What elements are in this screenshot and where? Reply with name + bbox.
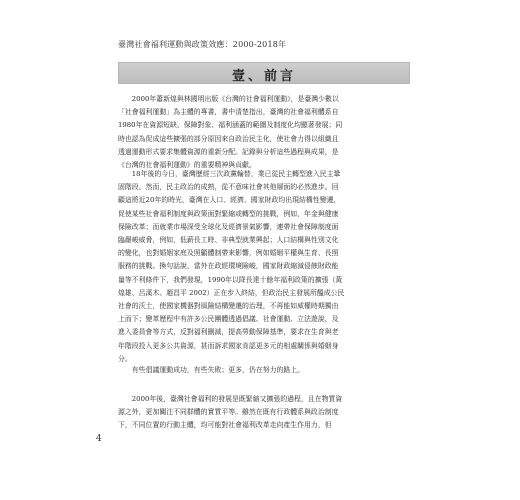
text-line: 2000年後，臺灣社會福利的發展是既緊縮又擴張的過程，且在物質資 xyxy=(131,395,343,403)
text-line: 「社會福利運動」為主體的專書，書中清楚指出，臺灣的社會福利體系自 xyxy=(118,108,339,117)
text-line: 下，不同位置的行動主體，均可能對社會福利改革走向產生作用力，但 xyxy=(118,421,332,430)
paragraph-2 xyxy=(118,168,412,366)
text-line: 的變化，也對婚姻家庭及照顧體制帶來影響，例如婚姻平權與生育、長照 xyxy=(118,249,339,258)
paragraph-4 xyxy=(118,393,412,433)
text-line: 透過運動形式要求集體資源的重新分配。記錄與分析這些過程與成果，是 xyxy=(118,147,339,156)
chapter-title: 壹、前言 xyxy=(231,69,296,84)
text-line: 源之外，更加關注不同群體的實質平等。雖然在既有行政體系與政治制度 xyxy=(118,408,339,417)
text-line: 分。 xyxy=(118,354,132,363)
text-line: 固階段。然而，民主政治的成熟，從不意味社會其他層面的必然進步。回 xyxy=(118,183,339,192)
text-line: 煌雄、呂溪木、趙昌平 2002）正在步入終結，但政治民主發展所醞成公民 xyxy=(118,288,345,297)
text-line: 顧這將近20年的時光，臺灣在人口、經濟、國家財政均出現結構性變遷， xyxy=(118,196,341,205)
text-line: 年階段投入更多公共資源，甚而訴求國家肯認更多元的相處關係與婚姻身 xyxy=(118,341,339,350)
running-header: 臺灣社會福利運動與政策效應：2000-2018年 xyxy=(118,40,287,49)
text-line: 上而下；變革歷程中有許多公民團體透過倡議、社會運動、立法遊說，及 xyxy=(118,315,339,324)
text-line: 量等不利條件下，我們發現，1990年以降長達十餘年福利政策的擴張（黃 xyxy=(118,275,343,284)
text-line: 有些倡議運動成功，有些失敗；更多，仍在努力的路上。 xyxy=(131,366,305,374)
text-line: 時也認為促成這些擴張的部分原因來自政治民主化，使社會力得以組織且 xyxy=(118,134,339,143)
page-number: 4 xyxy=(96,434,102,444)
text-line: 臨嚴峻威脅，例如，低薪長工時、非典型就業興起；人口結構與性別文化 xyxy=(118,236,339,245)
text-line: 1980年在資源短缺、保障對象、福利涵蓋的範圍及制度化均顯著發展；同 xyxy=(118,121,343,130)
text-line: 社會的沃土，使國家機器對風險結構變遷的治理，不再能如威權時期獨由 xyxy=(118,302,339,311)
text-line: 服務的挑戰。換句話說，當外在政經環境險峻，國家財政縮減侵蝕財政能 xyxy=(118,262,339,271)
chapter-banner xyxy=(118,62,410,84)
text-line: 《台灣的社會福利運動》的重要精神與貢獻。 xyxy=(118,161,256,170)
text-line: 保險改革；而就業市場深受全球化及經濟景氣影響，連帶社會保障制度面 xyxy=(118,222,339,231)
text-line: 18年後的今日，臺灣歷經三次政黨輪替，業已從民主轉型進入民主鞏 xyxy=(131,170,341,178)
text-line: 2000年蕭新煌與林國明出版《台灣的社會福利運動》，是臺灣少數以 xyxy=(131,95,339,103)
text-line: 促使某些社會福利制度與政策面對緊縮或轉型的挑戰，例如，年金與健康 xyxy=(118,209,339,218)
paragraph-3 xyxy=(118,364,412,377)
text-line: 進入委員會等方式，反對福利刪減，提高勞動保障基準，要求在生育與老 xyxy=(118,328,339,337)
paragraph-1 xyxy=(118,93,412,172)
